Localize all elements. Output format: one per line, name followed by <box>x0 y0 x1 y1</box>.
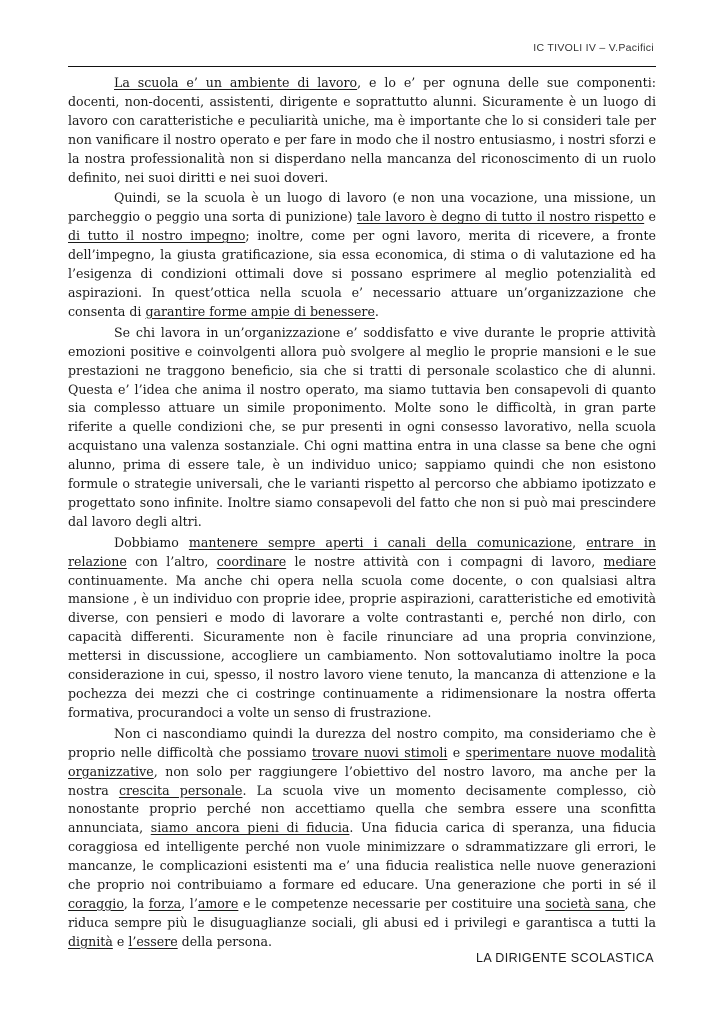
paragraph <box>68 725 656 952</box>
paragraph <box>68 74 656 187</box>
header-rule <box>68 66 656 67</box>
underlined-phrase: entrare in relazione <box>68 534 656 569</box>
document-body <box>68 74 656 954</box>
page-header: IC TIVOLI IV – V.Pacifici <box>533 42 654 54</box>
signature: LA DIRIGENTE SCOLASTICA <box>476 951 654 965</box>
text-run: , e lo e’ per ognuna delle sue componenti: docenti, non-docenti, assistenti, dirigente e soprattutto alunni. Sicuramente è un luogo di lavoro con caratteristiche e peculiarità uniche, ma è importante che lo si consideri tale per non vanificare il nostro operato e per fare in modo che il nostro entusiasmo, i nostri sforzi e la nostra professionalità non si disperdano nella mancanza del riconoscimento di un ruolo definito, nei suoi diritti e nei suoi doveri. <box>68 75 656 185</box>
text-run: . <box>374 303 379 319</box>
text-run: Se chi lavora in un’organizzazione e’ soddisfatto e vive durante le proprie attività emozioni positive e coinvolgenti allora può svolgere al meglio le proprie mansioni e le sue prestazioni ne traggono beneficio, sia che si tratti di personale scolastico che di alunni. Questa e’ l’idea che anima il nostro operato, ma siamo tuttavia ben consapevoli di quanto sia complesso attuare un simile proponimento. Molte sono le difficoltà, in gran parte riferite a quelle condizioni che, se pur presenti in ogni consesso lavorativo, nella scuola acquistano una valenza sostanziale. Chi ogni mattina entra in una classe sa bene che ogni alunno, prima di essere tale, è un individuo unico; sappiamo quindi che non esistono formule o strategie universali, che le varianti rispetto al percorso che abbiamo ipotizzato e progettato sono infinite. Inoltre siamo consapevoli del fatto che non si può mai prescindere dal lavoro degli altri. <box>68 324 656 529</box>
text-run: , <box>572 534 587 550</box>
underlined-phrase: l’essere <box>128 933 178 949</box>
text-run: e <box>644 209 657 225</box>
underlined-phrase: coordinare <box>216 553 287 569</box>
text-run: , non solo per raggiungere l’obiettivo del nostro lavoro, ma anche per la nostra <box>68 763 656 798</box>
text-run: con l’altro, <box>126 553 217 569</box>
paragraph <box>68 534 656 723</box>
underlined-phrase: mediare <box>603 553 656 569</box>
text-run: della persona. <box>177 933 272 949</box>
text-run: e <box>112 933 129 949</box>
text-run: le nostre attività con i compagni di lavoro, <box>286 553 604 569</box>
underlined-phrase: tale lavoro è degno di tutto il nostro rispetto <box>356 209 645 225</box>
text-run: , l’ <box>181 895 198 911</box>
underlined-phrase: La scuola e’ un ambiente di lavoro <box>114 75 358 90</box>
underlined-phrase: trovare nuovi stimoli <box>311 744 448 760</box>
underlined-phrase: dignità <box>68 933 113 949</box>
underlined-phrase: forza <box>148 895 182 911</box>
text-run: . Una fiducia carica di speranza, una fiducia coraggiosa ed intelligente perché non vuole minimizzare o sdrammatizzare gli errori, le mancanze, le complicazioni esistenti ma e’ una fiducia realistica nelle nuove generazioni che proprio noi contribuiamo a formare ed educare. Una generazione che porti in sé il <box>68 820 656 893</box>
underlined-phrase: mantenere sempre aperti i canali della comunicazione <box>188 534 573 550</box>
underlined-phrase: di tutto il nostro impegno <box>68 228 246 244</box>
text-run: continuamente. Ma anche chi opera nella scuola come docente, o con qualsiasi altra mansione , è un individuo con proprie idee, proprie aspirazioni, caratteristiche ed emotività diverse, con pensieri e modo di lavorare a volte contrastanti e, perché non dirlo, con capacità differenti. Sicuramente non è facile rinunciare ad una propria convinzione, mettersi in discussione, accogliere un cambiamento. Non sottovalutiamo inoltre la poca considerazione in cui, spesso, il nostro lavoro viene tenuto, la mancanza di attenzione e la pochezza dei mezzi che ci costringe continuamente a ridimensionare la nostra offerta formativa, procurandoci a volte un senso di frustrazione. <box>68 572 656 720</box>
underlined-phrase: coraggio <box>68 895 124 911</box>
text-run: , che riduca sempre più le disuguaglianze sociali, gli abusi ed i privilegi e garantisca a tutti la <box>68 895 657 930</box>
paragraph <box>68 324 656 532</box>
underlined-phrase: amore <box>197 895 239 911</box>
underlined-phrase: garantire forme ampie di benessere <box>145 303 375 319</box>
underlined-phrase: siamo ancora pieni di fiducia <box>150 820 350 836</box>
text-run: Quindi, se la scuola è un luogo di lavoro (e non una vocazione, una missione, un parcheggio o peggio una sorta di punizione) <box>68 190 656 225</box>
underlined-phrase: sperimentare nuove modalità organizzative <box>68 744 657 779</box>
paragraph <box>68 189 656 321</box>
text-run: e <box>447 744 466 760</box>
text-run: , la <box>123 895 149 911</box>
text-run: e le competenze necessarie per costituire una <box>238 895 546 911</box>
underlined-phrase: crescita personale <box>118 782 243 798</box>
text-run: Dobbiamo <box>114 534 189 550</box>
underlined-phrase: società sana <box>545 895 625 911</box>
text-run: ; inoltre, come per ogni lavoro, merita di ricevere, a fronte dell’impegno, la giusta gratificazione, sia essa economica, di stima o di valutazione ed ha l’esigenza di condizioni ottimali dove si possano esprimere al meglio potenzialità ed aspirazioni. In quest’ottica nella scuola e’ necessario attuare un’organizzazione che consenta di <box>68 228 657 319</box>
text-run: Non ci nascondiamo quindi la durezza del nostro compito, ma consideriamo che è proprio nelle difficoltà che possiamo <box>68 725 656 760</box>
text-run: . La scuola vive un momento decisamente complesso, ciò nonostante proprio perché non accettiamo quella che sembra essere una sconfitta annunciata, <box>68 782 657 836</box>
